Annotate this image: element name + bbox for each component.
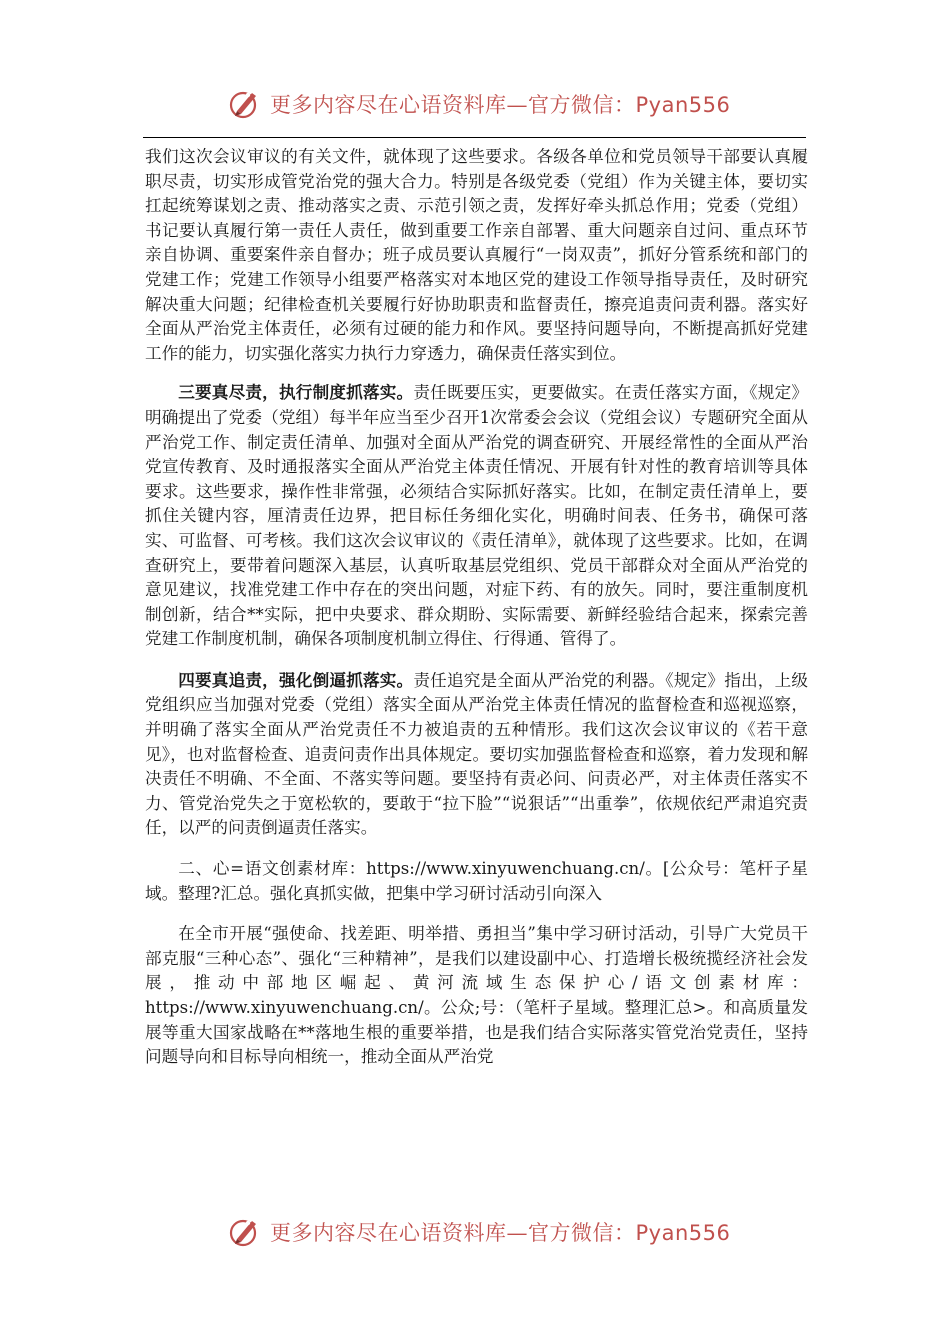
document-body — [145, 145, 808, 1086]
paragraph-text: 责任既要压实，更要做实。在责任落实方面，《规定》明确提出了党委（党组）每半年应当至少召开1次常委会会议（党组会议）专题研究全面从严治党工作、制定责任清单、加强对全面从严治党的调查研究、开展经常性的全面从严治党宣传教育、及时通报落实全面从严治党主体责任情况、开展有针对性的教育培训等具体要求。这些要求，操作性非常强，必须结合实际抓好落实。比如，在制定责任清单上，要抓住关键内容，厘清责任边界，把目标任务细化实化，明确时间表、任务书，确保可落实、可监督、可考核。我们这次会议审议的《责任清单》，就体现了这些要求。比如，在调查研究上，要带着问题深入基层，认真听取基层党组织、党员干部群众对全面从严治党的意见建议，找准党建工作中存在的突出问题，对症下药、有的放矢。同时，要注重制度机制创新，结合**实际，把中央要求、群众期盼、实际需要、新鲜经验结合起来，探索完善党建工作制度机制，确保各项制度机制立得住、行得通、管得了。 — [145, 383, 808, 649]
section-heading-two: 二、心=语文创素材库：https://www.xinyuwenchuang.cn/。[公众号：笔杆子星域。整理?汇总。强化真抓实做，把集中学习研讨活动引向深入 — [145, 859, 808, 903]
paragraph-heading: 三要真尽责，执行制度抓落实。 — [178, 382, 414, 403]
footer-banner[interactable] — [228, 1212, 748, 1252]
header-banner[interactable] — [228, 84, 748, 124]
paragraph-third-point — [145, 380, 808, 652]
header-banner-text: 更多内容尽在心语资料库—官方微信：Pyan556 — [270, 93, 731, 117]
paragraph-fourth-point — [145, 668, 808, 841]
paragraph-continuation: 我们这次会议审议的有关文件，就体现了这些要求。各级各单位和党员领导干部要认真履职尽责，切实形成管党治党的强大合力。特别是各级党委（党组）作为关键主体，要切实扛起统筹谋划之责、推动落实之责、示范引领之责，发挥好牵头抓总作用；党委（党组）书记要认真履行第一责任人责任，做到重要工作亲自部署、重大问题亲自过问、重点环节亲自协调、重要案件亲自督办；班子成员要认真履行“一岗双责”，抓好分管系统和部门的党建工作；党建工作领导小组要严格落实对本地区党的建设工作领导指导责任，及时研究解决重大问题；纪律检查机关要履行好协助职责和监督责任，擦亮追责问责利器。落实好全面从严治党主体责任，必须有过硬的能力和作风。要坚持问题导向，不断提高抓好党建工作的能力，切实强化落实力执行力穿透力，确保责任落实到位。 — [145, 147, 808, 363]
paragraph-heading: 四要真追责，强化倒逼抓落实。 — [178, 669, 414, 690]
pen-logo-icon — [228, 1215, 262, 1249]
paragraph-text: 责任追究是全面从严治党的利器。《规定》指出，上级党组织应当加强对党委（党组）落实全面从严治党主体责任情况的监督检查和巡视巡察，并明确了落实全面从严治党责任不力被追责的五种情形。我们这次会议审议的《若干意见》，也对监督检查、追责问责作出具体规定。要切实加强监督检查和巡察，着力发现和解决责任不明确、不全面、不落实等问题。要坚持有责必问、问责必严，对主体责任落实不力、管党治党失之于宽松软的，要敢于“拉下脸”“说狠话”“出重拳”，依规依纪严肃追究责任，以严的问责倒逼责任落实。 — [145, 670, 808, 838]
footer-banner-text: 更多内容尽在心语资料库—官方微信：Pyan556 — [270, 1221, 731, 1245]
pen-logo-icon — [228, 87, 262, 121]
header-divider — [143, 137, 806, 138]
paragraph-study-activity: 在全市开展“强使命、找差距、明举措、勇担当”集中学习研讨活动，引导广大党员干部克服“三种心态”、强化“三种精神”，是我们以建设副中心、打造增长极统揽经济社会发展，推动中部地区崛起、黄河流域生态保护心/语文创素材库：https://www.xinyuwenchuang.cn/。公众;号：（笔杆子星域。整理汇总>。和高质量发展等重大国家战略在**落地生根的重要举措，也是我们结合实际落实管党治党责任，坚持问题导向和目标导向相统一，推动全面从严治党 — [145, 924, 808, 1067]
